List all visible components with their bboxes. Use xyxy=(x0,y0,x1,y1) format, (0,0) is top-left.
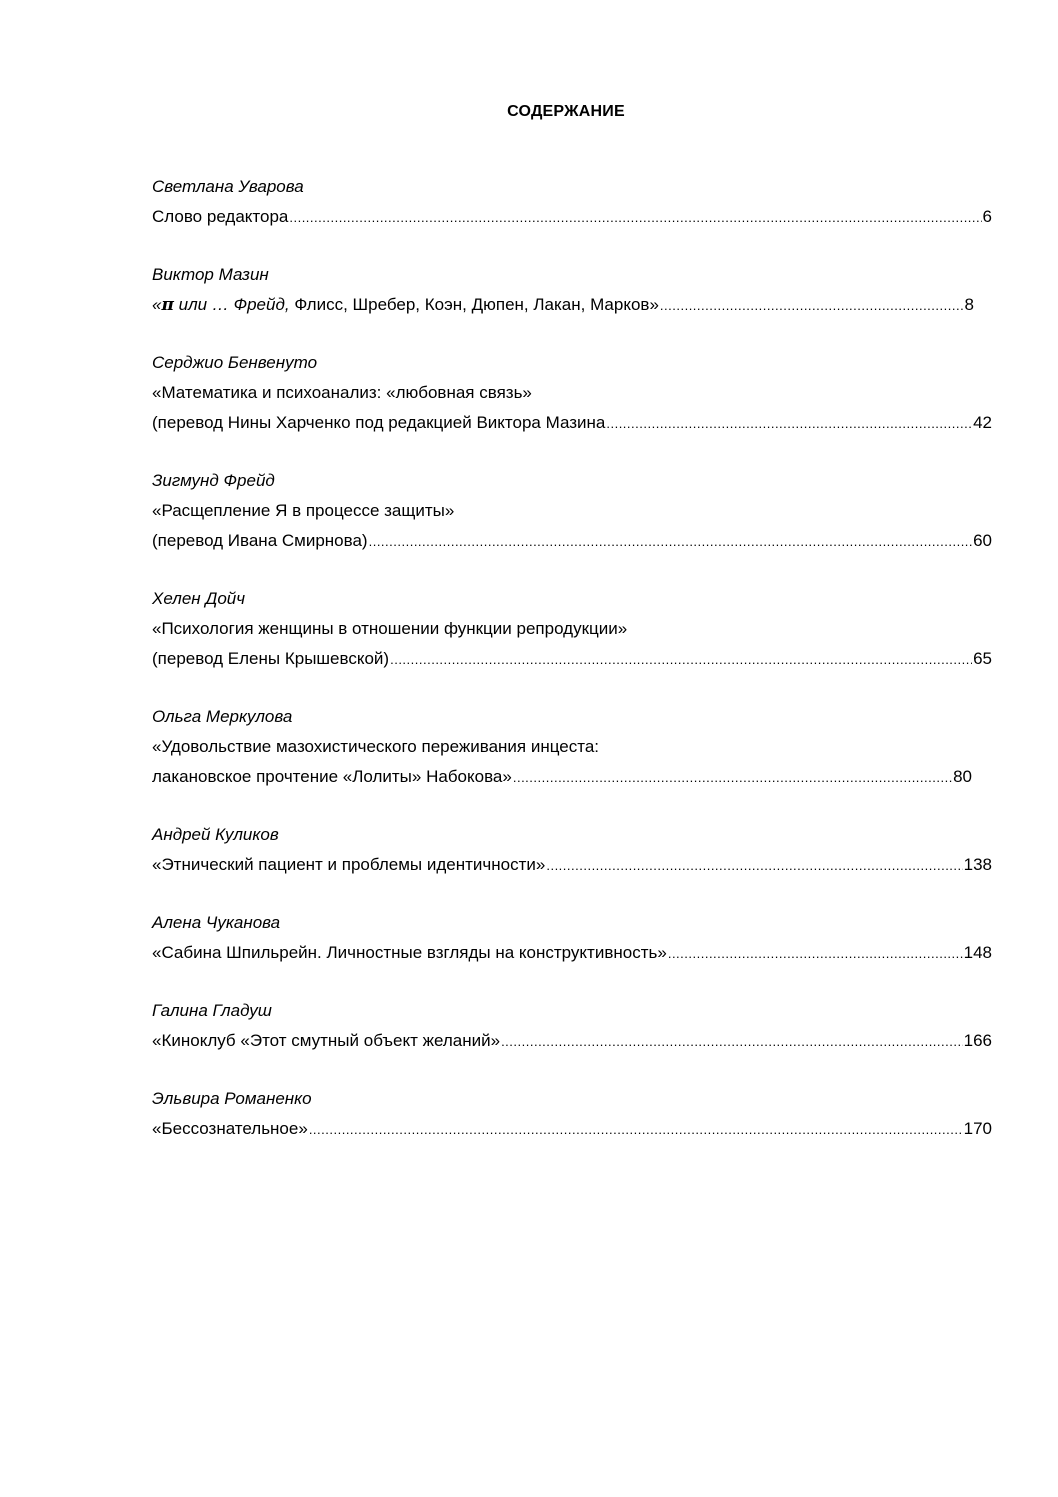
dot-leader xyxy=(660,291,964,321)
entry-title: «Сабина Шпильрейн. Личностные взгляды на конструктивность» xyxy=(152,943,667,962)
pi-symbol: π xyxy=(161,295,174,315)
dot-leader xyxy=(546,851,962,881)
entry-title xyxy=(152,290,659,320)
toc-entry xyxy=(152,702,992,792)
toc-entry xyxy=(152,466,992,556)
entry-title-line xyxy=(152,1026,992,1056)
dot-leader xyxy=(501,1027,963,1057)
entry-title: «Математика и психоанализ: «любовная связь» xyxy=(152,383,532,402)
entry-author: Светлана Уварова xyxy=(152,177,304,196)
entry-author: Эльвира Романенко xyxy=(152,1089,312,1108)
toc-entry xyxy=(152,820,992,880)
entry-title-line xyxy=(152,526,992,556)
toc-entry xyxy=(152,996,992,1056)
dot-leader xyxy=(390,645,972,675)
entry-title: Слово редактора xyxy=(152,207,289,226)
entry-title-line xyxy=(152,850,992,880)
entry-title-line xyxy=(152,202,992,232)
entry-translator: (перевод Ивана Смирнова) xyxy=(152,531,368,550)
dot-leader xyxy=(369,527,972,557)
entry-subtitle: лакановское прочтение «Лолиты» Набокова» xyxy=(152,767,512,786)
entry-author: Ольга Меркулова xyxy=(152,707,293,726)
entry-page-number: 42 xyxy=(973,413,992,432)
entry-author: Хелен Дойч xyxy=(152,589,246,608)
dot-leader xyxy=(289,203,981,233)
entry-title: «Бессознательное» xyxy=(152,1119,308,1138)
toc-entry xyxy=(152,260,992,320)
dot-leader xyxy=(309,1115,963,1145)
toc-entry xyxy=(152,1084,992,1144)
toc-entry xyxy=(152,172,992,232)
toc-entry xyxy=(152,584,992,674)
entry-title: «Киноклуб «Этот смутный объект желаний» xyxy=(152,1031,501,1050)
entry-page-number: 148 xyxy=(963,943,992,962)
entry-author: Виктор Мазин xyxy=(152,265,269,284)
entry-page-number: 6 xyxy=(982,207,992,226)
entry-author: Алена Чуканова xyxy=(152,913,281,932)
toc-list xyxy=(152,172,992,1172)
entry-title: «Удовольствие мазохистического переживания инцеста: xyxy=(152,737,599,756)
title-quote-open: « xyxy=(152,295,162,314)
entry-title-line xyxy=(152,408,992,438)
toc-entry xyxy=(152,908,992,968)
entry-page-number: 166 xyxy=(963,1031,992,1050)
title-italic-part: или … Фрейд, xyxy=(173,295,290,314)
entry-page-number: 65 xyxy=(973,649,992,668)
entry-title-line xyxy=(152,1114,992,1144)
entry-title: «Психология женщины в отношении функции репродукции» xyxy=(152,619,628,638)
entry-title-line xyxy=(152,644,992,674)
entry-page-number: 170 xyxy=(963,1119,992,1138)
entry-title: «Расщепление Я в процессе защиты» xyxy=(152,501,455,520)
entry-author: Галина Гладуш xyxy=(152,1001,272,1020)
dot-leader xyxy=(606,409,972,439)
entry-title: «Этнический пациент и проблемы идентичности» xyxy=(152,855,546,874)
dot-leader xyxy=(668,939,963,969)
toc-entry xyxy=(152,348,992,438)
entry-page-number: 8 xyxy=(964,295,974,314)
entry-translator: (перевод Елены Крышевской) xyxy=(152,649,390,668)
toc-heading: СОДЕРЖАНИЕ xyxy=(507,103,625,120)
entry-translator: (перевод Нины Харченко под редакцией Виктора Мазина xyxy=(152,413,606,432)
entry-title-line xyxy=(152,938,992,968)
entry-author: Серджио Бенвенуто xyxy=(152,353,318,372)
title-rest: Флисс, Шребер, Коэн, Дюпен, Лакан, Марков» xyxy=(289,295,659,314)
dot-leader xyxy=(513,763,952,793)
entry-title-line xyxy=(152,290,974,320)
entry-title-line xyxy=(152,762,972,792)
entry-author: Зигмунд Фрейд xyxy=(152,471,275,490)
entry-page-number: 60 xyxy=(973,531,992,550)
entry-author: Андрей Куликов xyxy=(152,825,279,844)
entry-page-number: 80 xyxy=(953,767,972,786)
entry-page-number: 138 xyxy=(963,855,992,874)
